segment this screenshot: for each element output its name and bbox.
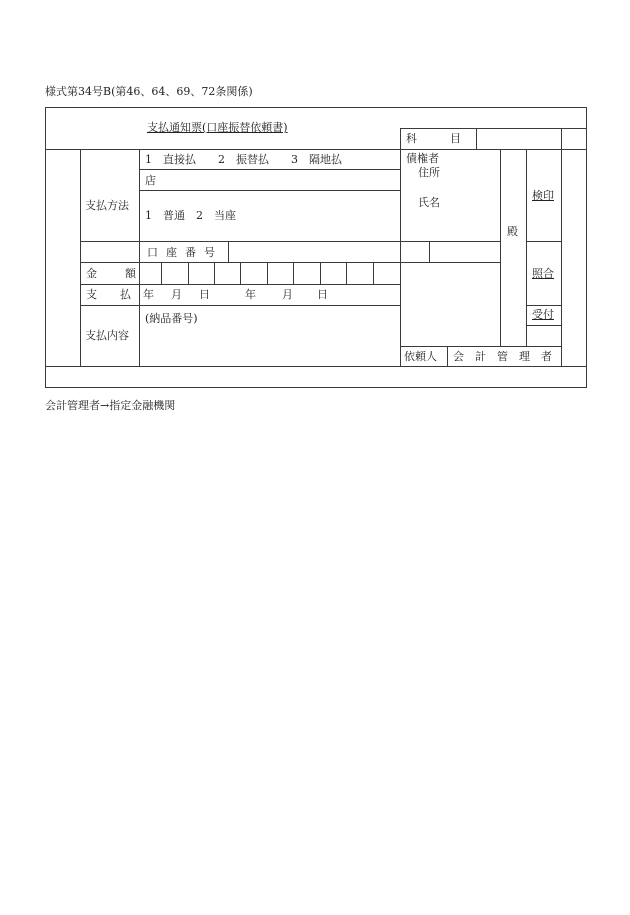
inspection-stamp-label: 検印 (532, 189, 554, 202)
branch-label: 店 (145, 174, 156, 187)
verification-stamp-label: 照合 (532, 267, 554, 280)
account-number-label: 口座番号 (147, 246, 223, 259)
payment-content-label: 支払内容 (85, 329, 129, 342)
received-stamp-label: 受付 (532, 308, 554, 321)
creditor-name-label: 氏名 (418, 196, 440, 209)
accountant-label: 会 計 管 理 者 (453, 350, 552, 363)
payment-date-day-2: 日 (317, 288, 328, 301)
amount-label: 金 額 (86, 267, 138, 280)
payment-date-month-2: 月 (282, 288, 293, 301)
routing-footer: 会計管理者→指定金融機関 (45, 399, 176, 412)
payment-date-year-2: 年 (245, 288, 256, 301)
payment-date-month: 月 (171, 288, 182, 301)
account-type-options: 1 普通 2 当座 (145, 209, 236, 222)
creditor-address-label: 住所 (418, 166, 440, 179)
payment-date-label: 支 払 (86, 288, 137, 301)
payment-date-year: 年 (143, 288, 154, 301)
payment-date-day: 日 (199, 288, 210, 301)
honorific-label: 殿 (507, 225, 518, 238)
form-number: 様式第34号B(第46、64、69、72条関係) (45, 85, 253, 98)
requester-label: 依頼人 (404, 350, 437, 363)
payment-method-label: 支払方法 (85, 199, 129, 212)
delivery-number-label: (納品番号) (145, 312, 198, 325)
subject-label: 科 目 (406, 132, 461, 145)
payment-method-options: 1 直接払 2 振替払 3 隔地払 (145, 153, 342, 166)
creditor-label: 債権者 (406, 152, 439, 165)
form-title: 支払通知票(口座振替依頼書) (147, 121, 288, 134)
